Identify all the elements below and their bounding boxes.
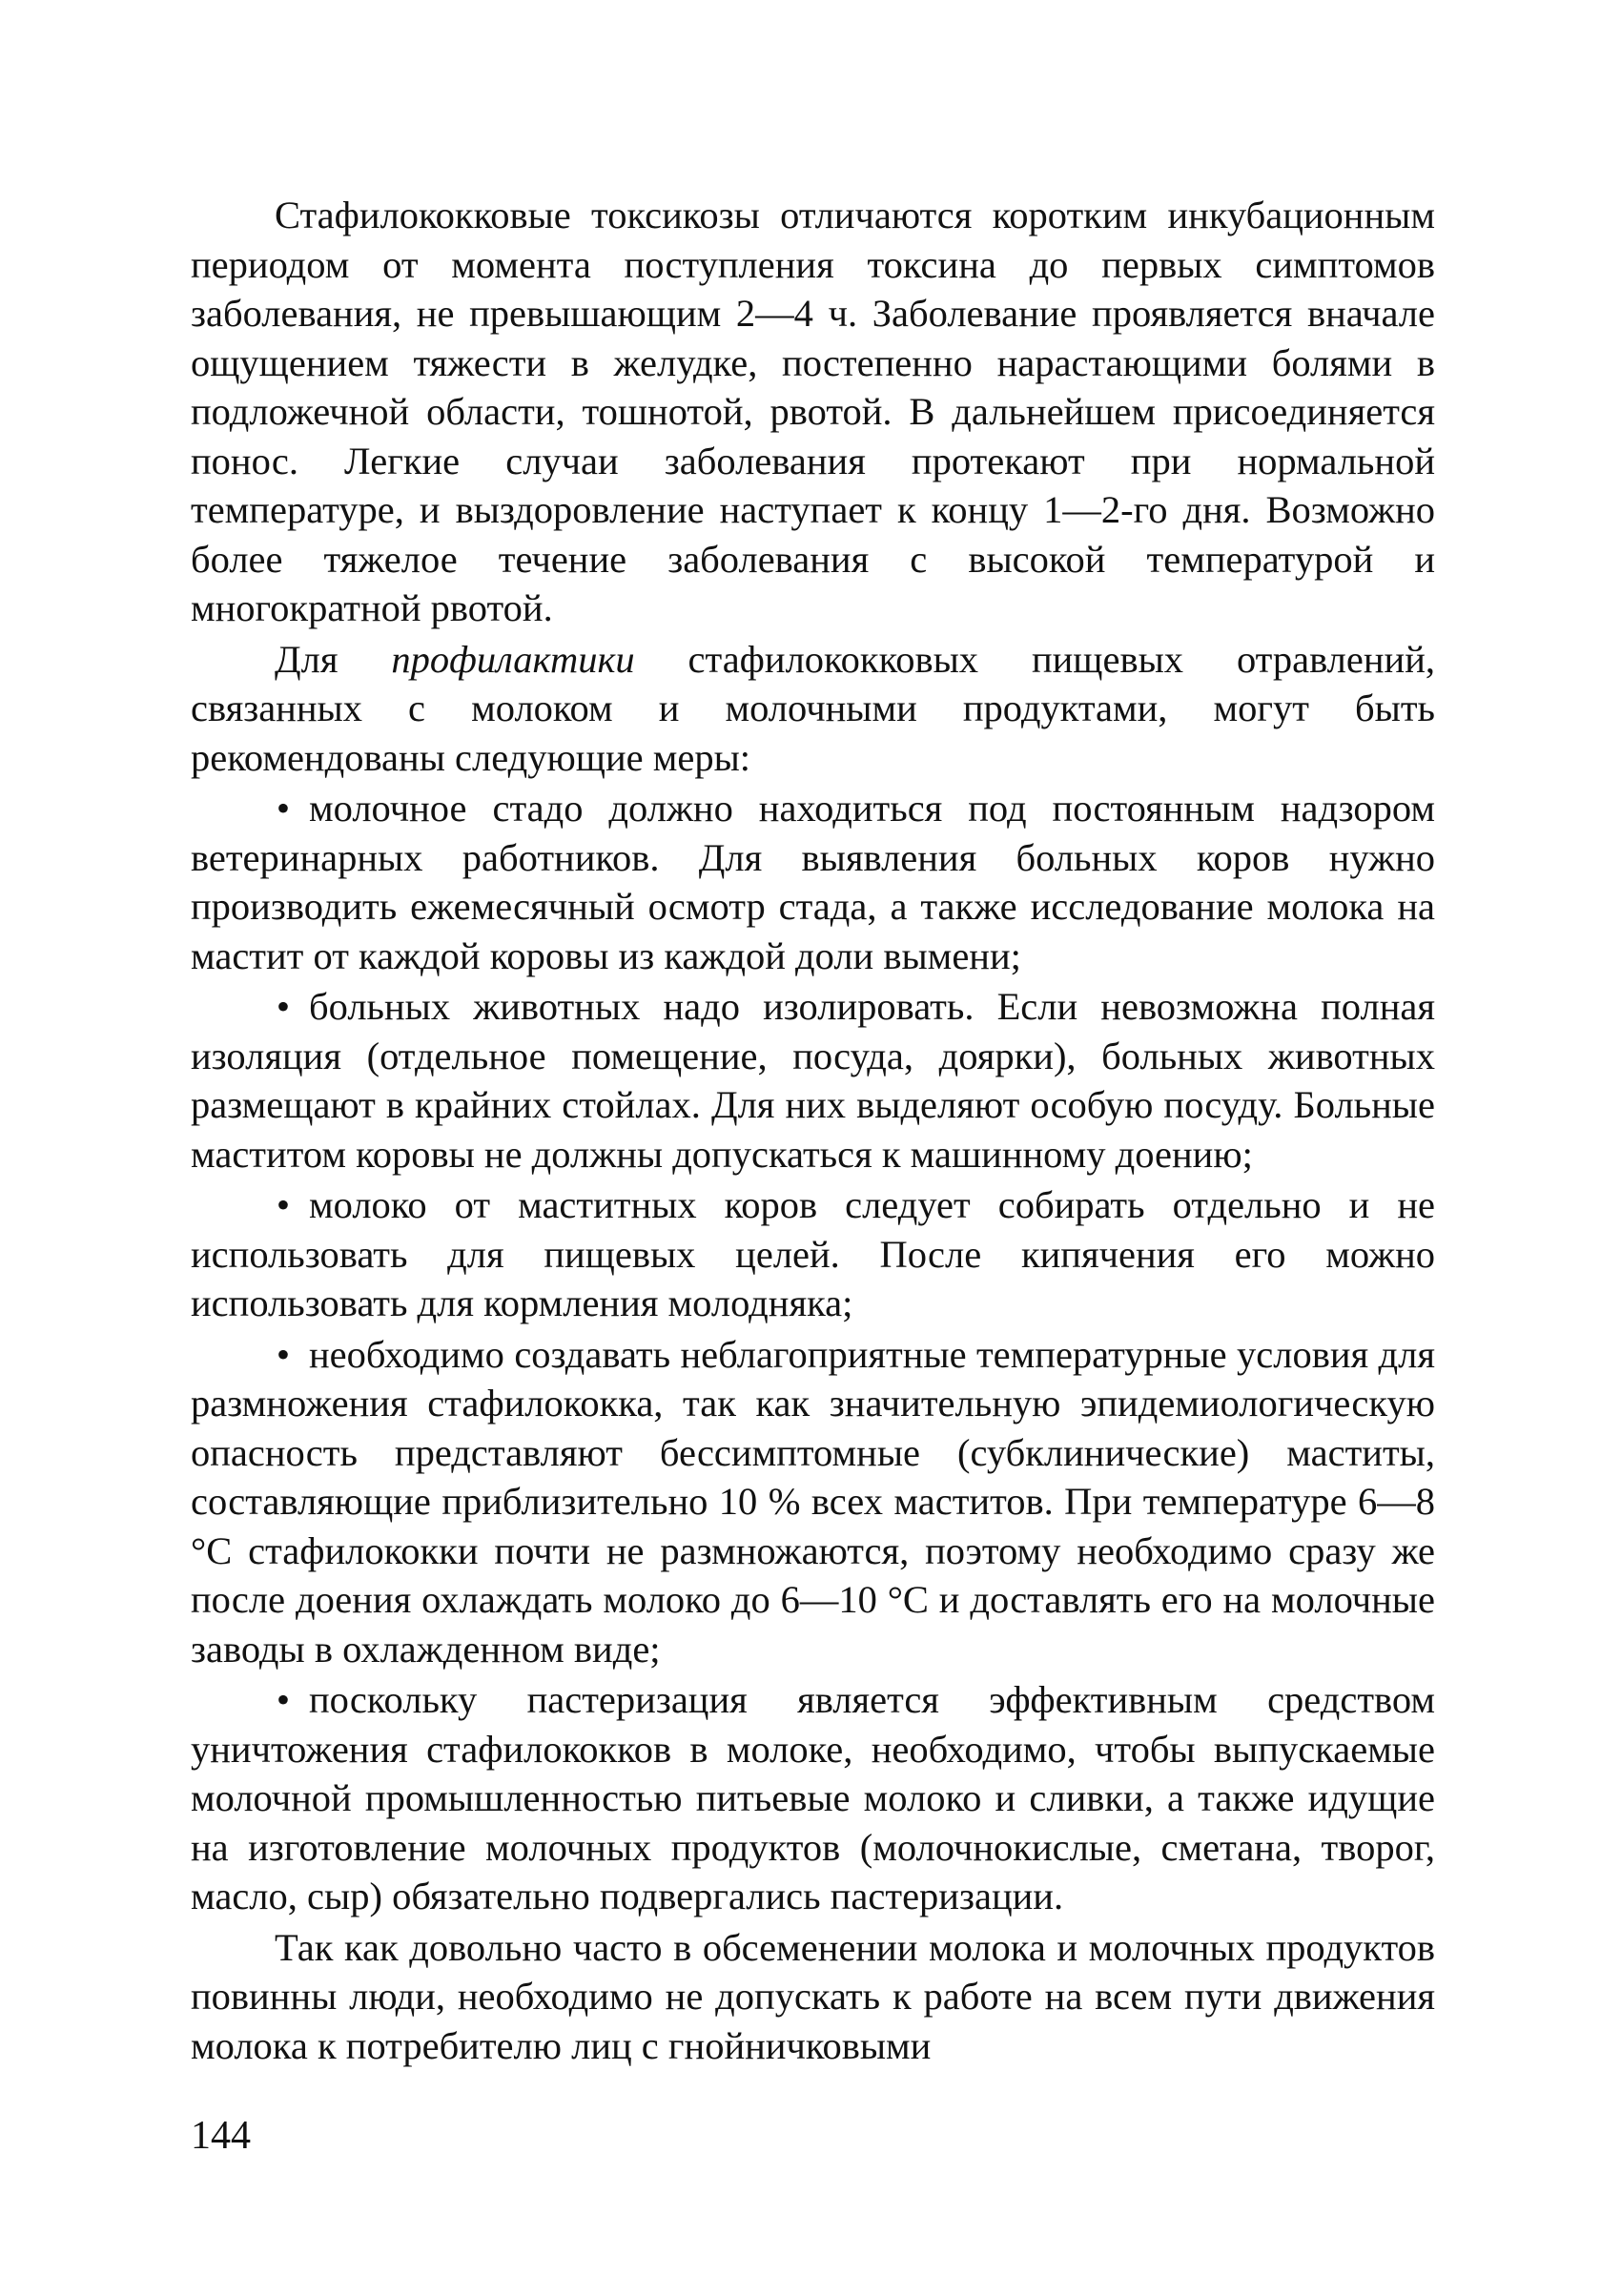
- list-item-herd-supervision: [191, 784, 1435, 980]
- bullet-icon: •: [276, 1678, 291, 1721]
- list-item-text: молоко от маститных коров следует собирать отдельно и не использовать для пищевых целей. После кипячения его можно использовать для кормления молодняка;: [191, 1183, 1435, 1324]
- list-item-text: необходимо создавать неблагоприятные температурные условия для размножения стафилококка, так как значительную эпидемиологическую опасность представляют бессимптомные (субклинические) маститы, составляющие приблизительно 10 % всех маститов. При температуре 6—8 °С стафилококки почти не размножаются, поэтому необходимо сразу же после доения охлаждать молоко до 6—10 °С и доставлять его на молочные заводы в охлажденном виде;: [191, 1332, 1435, 1671]
- page-number: 144: [191, 2114, 251, 2158]
- bullet-icon: •: [276, 985, 291, 1028]
- bullet-icon: •: [276, 1183, 291, 1226]
- bullet-icon: •: [276, 787, 291, 830]
- list-item-isolation: [191, 982, 1435, 1179]
- list-item-text: поскольку пастеризация является эффективным средством уничтожения стафилококков в молоке, необходимо, чтобы выпускаемые молочной промышленностью питьевые молоко и сливки, а также идущие на изготовление молочных продуктов (молочнокислые, сметана, творог, масло, сыр) обязательно подвергались пастеризации.: [191, 1678, 1435, 1917]
- body-text: [191, 191, 1435, 2070]
- paragraph-toxicosis-symptoms: Стафилококковые токсикозы отличаются коротким инкубационным периодом от момента поступления токсина до первых симптомов заболевания, не превышающим 2—4 ч. Заболевание проявляется вначале ощущением тяжести в желудке, постепенно нарастающими болями в подложечной области, тошнотой, рвотой. В дальнейшем присоединяется понос. Легкие случаи заболевания протекают при нормальной температуре, и выздоровление наступает к концу 1—2-го дня. Возможно более тяжелое течение заболевания с высокой температурой и многократной рвотой.: [191, 194, 1435, 629]
- paragraph-prevention-intro-end: стафилококковых пищевых отравлений, связанных с молоком и молочными продуктами, могут быть рекомендованы следующие меры:: [191, 637, 1436, 779]
- bullet-icon: •: [276, 1332, 291, 1376]
- paragraph-prevention-intro-start: Для: [275, 637, 392, 681]
- list-item-temperature: [191, 1330, 1435, 1674]
- emphasis-prophylaxis: профилактики: [391, 637, 635, 681]
- list-item-mastitis-milk: [191, 1180, 1435, 1328]
- list-item-pasteurization: [191, 1675, 1435, 1921]
- list-item-text: больных животных надо изолировать. Если невозможна полная изоляция (отдельное помещение, посуда, доярки), больных животных размещают в крайних стойлах. Для них выделяют особую посуду. Больные маститом коровы не должны допускаться к машинному доению;: [191, 985, 1435, 1176]
- paragraph-prevention-intro: [191, 635, 1435, 783]
- list-item-text: молочное стадо должно находиться под постоянным надзором ветеринарных работников. Для выявления больных коров нужно производить ежемесячный осмотр стада, а также исследование молока на мастит от каждой коровы из каждой доли вымени;: [191, 787, 1435, 977]
- paragraph-human-contamination: Так как довольно часто в обсеменении молока и молочных продуктов повинны люди, необходимо не допускать к работе на всем пути движения молока к потребителю лиц с гнойничковыми: [191, 1925, 1435, 2067]
